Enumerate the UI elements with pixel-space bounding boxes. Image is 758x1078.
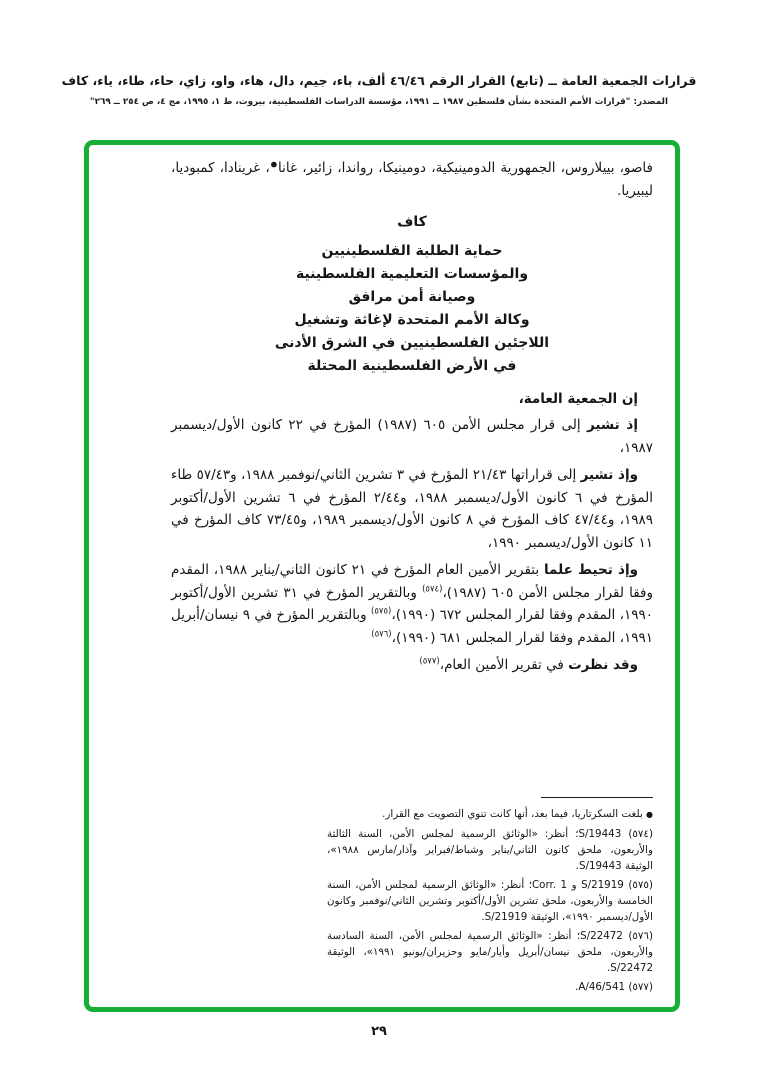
footnote-574 [327, 826, 653, 874]
footnote-label: (٥٧٧) [628, 981, 653, 993]
section-letter: كاف [397, 214, 427, 230]
preambular-paragraph-recalling-1 [171, 414, 653, 459]
header-resolution-title: قرارات الجمعية العامة ــ (تابع) القرار الرقم ٤٦/٤٦ ألف، باء، جيم، دال، هاء، واو، زاي، حاء، طاء، ياء، كاف [61, 73, 697, 88]
clause-text: وبالتقرير المؤرخ في ٩ نيسان/أبريل ١٩٩١، المقدم وفقا لقرار المجلس ٦٨١ (١٩٩٠)، [171, 607, 653, 646]
footnote-ref-576: (٥٧٦) [371, 629, 392, 639]
footnote-label: (٥٧٦) [628, 930, 653, 942]
clause-text: إلى قراراتها ٤٣/‏٢١ المؤرخ في ٣ تشرين الثاني/نوفمبر ١٩٨٨، و٤٣/‏٥٧ طاء المؤرخ في ٦ كانون الأول/ديسمبر ١٩٨٨، و٤٤/‏٢ المؤرخ في ٦ تشرين الأول/أكتوبر ١٩٨٩، و٤٤/‏٤٧ كاف المؤرخ في ٨ كانون الأول/ديسمبر ١٩٨٩، و٤٥/‏٧٣ كاف المؤرخ في ١١ كانون الأول/ديسمبر ١٩٩٠، [171, 467, 654, 551]
footnote-text: S/22472؛ أنظر: «الوثائق الرسمية لمجلس الأمن، السنة السادسة والأربعون، ملحق نيسان/أبريل وأيار/مايو وحزيران/يونيو ١٩٩١»، الوثيقة S/22472. [327, 930, 653, 974]
footnote-text: A/46/541. [575, 981, 629, 993]
preambular-paragraph-considered [171, 654, 653, 677]
voting-countries-continuation [171, 157, 653, 202]
footnote-separator-rule [541, 797, 653, 798]
footnote-576 [327, 928, 653, 976]
title-line: حماية الطلبة الفلسطينيين [321, 243, 503, 259]
resolution-body [171, 157, 653, 682]
footnote-label: (٥٧٤) [628, 828, 653, 840]
footnote-star-ref: ● [269, 159, 279, 169]
page-header [50, 72, 708, 108]
clause-lead: إذ تشير [586, 417, 638, 433]
footnote-text: S/19443؛ أنظر: «الوثائق الرسمية لمجلس الأمن، السنة الثالثة والأربعون، ملحق كانون الثاني/يناير وشباط/فبراير وآذار/مارس ١٩٨٨»، الوثيقة S/19443. [327, 828, 653, 872]
footnote-text: بلغت السكرتاريا، فيما بعد، أنها كانت تنوي التصويت مع القرار. [382, 808, 647, 820]
clause-lead: وإذ تشير [580, 467, 638, 483]
footnote-ref-574: (٥٧٤) [422, 584, 443, 594]
preambular-paragraph-taking-note [171, 559, 653, 649]
clause-text: في تقرير الأمين العام، [439, 657, 569, 673]
resolution-title [171, 240, 653, 378]
title-line: والمؤسسات التعليمية الفلسطينية [295, 266, 529, 282]
preambular-paragraph-recalling-2 [171, 464, 653, 554]
footnote-ref-575: (٥٧٥) [370, 606, 392, 617]
footnote-label: (٥٧٥) [628, 879, 653, 891]
clause-lead: وإذ تحيط علما [543, 562, 639, 578]
footnote-star-marker: ● [646, 810, 653, 819]
opening-clause: إن الجمعية العامة، [518, 391, 638, 407]
footnote-ref-577: (٥٧٧) [419, 656, 440, 667]
page-number: ٢٩ [371, 1024, 387, 1039]
resolution-green-frame [84, 140, 680, 1012]
clause-lead: وقد نظرت [568, 657, 638, 673]
countries-text: فاصو، بييلاروس، الجمهورية الدومينيكية، دومينيكا، رواندا، زائير، غانا [278, 160, 653, 176]
footnote-575 [327, 877, 653, 925]
title-line: وكالة الأمم المتحدة لإغاثة وتشغيل [294, 312, 530, 328]
footnotes-block [327, 797, 653, 998]
clause-text: وبالتقرير المؤرخ في ٣١ تشرين الأول/أكتوبر ١٩٩٠، المقدم وفقا لقرار المجلس ٦٧٢ (١٩٩٠)، [171, 584, 653, 623]
clause-text: بتقرير الأمين العام المؤرخ في ٢١ كانون الثاني/يناير ١٩٨٨، المقدم وفقا لقرار مجلس الأمن ٦٠٥ (١٩٨٧)، [171, 562, 654, 601]
footnote-star [327, 806, 653, 823]
clause-text: إلى قرار مجلس الأمن ٦٠٥ (١٩٨٧) المؤرخ في ٢٢ كانون الأول/ديسمبر ١٩٨٧، [171, 417, 653, 456]
title-line: اللاجئين الفلسطينيين في الشرق الأدنى [274, 335, 550, 351]
footnote-text: S/21919 و Corr. 1؛ أنظر: «الوثائق الرسمية لمجلس الأمن، السنة الخامسة والأربعون، ملحق تشرين الأول/أكتوبر وتشرين الثاني/نوفمبر وكانون الأول/ديسمبر ١٩٩٠»، الوثيقة S/21919. [327, 879, 653, 923]
countries-text-end: ، غرينادا، كمبوديا، ليبيريا. [171, 160, 653, 199]
title-line: وصيانة أمن مرافق [348, 289, 476, 305]
header-source-line: المصدر: "قرارات الأمم المتحدة بشأن فلسطين ١٩٨٧ ــ ١٩٩١، مؤسسة الدراسات الفلسطينية، بيروت، ط ١، ١٩٩٥، مج ٤، ص ٢٥٤ ــ ٢٦٩" [90, 97, 668, 107]
footnote-577 [327, 979, 653, 995]
title-line: في الأرض الفلسطينية المحتلة [307, 358, 517, 374]
